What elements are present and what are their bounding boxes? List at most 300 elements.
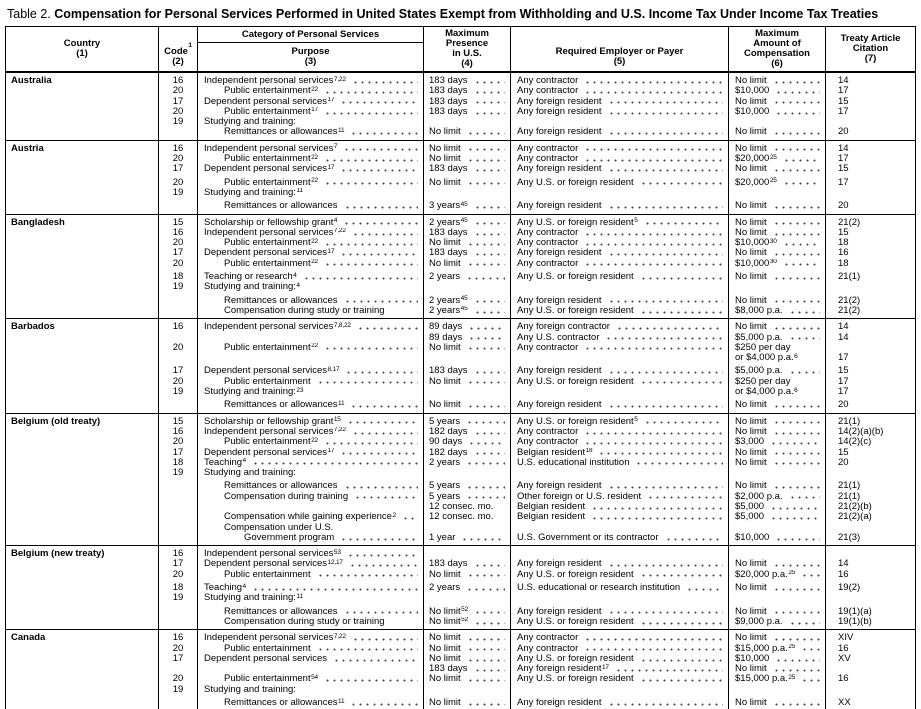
- amount-cell: $250 per day: [729, 377, 826, 387]
- amount-cell: No limit: [729, 458, 826, 468]
- presence-cell: No limit: [424, 154, 511, 164]
- purpose-cell: Public entertainment: [198, 570, 424, 580]
- payer-cell: U.S. educational or research institution: [511, 580, 729, 593]
- presence-cell: [424, 546, 511, 559]
- presence-cell: No limit: [424, 570, 511, 580]
- code-cell: [159, 353, 198, 363]
- citation-cell: 18: [838, 238, 849, 249]
- purpose-cell: Studying and training:: [198, 468, 424, 478]
- citation-cell: [826, 685, 915, 695]
- amount-cell: [729, 593, 826, 603]
- payer-cell: Belgian resident $^{18}$: [511, 448, 729, 458]
- header-purpose: [198, 43, 423, 71]
- purpose-cell: Studying and training: $^{11}$: [198, 188, 424, 198]
- payer-cell: Any foreign contractor: [511, 319, 729, 332]
- payer-cell: [511, 468, 729, 478]
- citation-cell: 21(1): [838, 415, 861, 427]
- purpose-cell: Remittances or allowances $^{11}$: [198, 397, 424, 412]
- presence-cell: [424, 353, 511, 363]
- code-cell: [159, 617, 198, 629]
- payer-cell: Any foreign resident: [511, 397, 729, 412]
- presence-cell: 183 days: [424, 107, 511, 117]
- presence-cell: No limit $^{52}$: [424, 604, 511, 617]
- presence-cell: [424, 282, 511, 292]
- country-block: [6, 73, 915, 140]
- purpose-cell: Teaching $^4$: [198, 458, 424, 468]
- code-cell: 20: [159, 343, 198, 353]
- purpose-cell: Scholarship or fellowship grant $^4$: [198, 215, 424, 228]
- purpose-cell: Remittances or allowances: [198, 478, 424, 491]
- payer-cell: Any contractor: [511, 427, 729, 437]
- presence-cell: No limit $^{52}$: [424, 617, 511, 629]
- citation-cell: 19(2): [838, 582, 861, 594]
- amount-cell: No limit: [729, 248, 826, 258]
- presence-cell: No limit: [424, 377, 511, 387]
- header-country-label: Country: [63, 38, 101, 49]
- country-block: [6, 140, 915, 214]
- code-cell: 15: [159, 414, 198, 427]
- purpose-cell: Public entertainment $^{22}$: [198, 437, 424, 447]
- code-cell: [159, 306, 198, 318]
- country-block: [6, 629, 915, 709]
- payer-cell: Any foreign resident: [511, 198, 729, 213]
- purpose-cell: Dependent personal services $^{12,17}$: [198, 559, 424, 569]
- purpose-cell: Compensation during study or training: [198, 617, 424, 629]
- purpose-cell: Remittances or allowances: [198, 293, 424, 306]
- citation-cell: XX: [838, 697, 851, 709]
- purpose-cell: Studying and training:: [198, 117, 424, 127]
- payer-cell: [511, 387, 729, 397]
- citation-cell: 16: [838, 569, 849, 580]
- purpose-cell: Independent personal services $^{7,22}$: [198, 228, 424, 238]
- amount-cell: No limit: [729, 198, 826, 213]
- presence-cell: 2 years: [424, 269, 511, 282]
- citation-cell: 16: [838, 674, 849, 685]
- payer-cell: Any U.S. or foreign resident: [511, 654, 729, 664]
- citation-cell: 20: [838, 457, 849, 468]
- code-cell: 17: [159, 248, 198, 258]
- country-name: Belgium (new treaty): [6, 546, 159, 629]
- citation-cell: 21(1): [838, 491, 861, 502]
- amount-cell: No limit: [729, 580, 826, 593]
- presence-cell: 183 days: [424, 664, 511, 674]
- code-cell: 17: [159, 559, 198, 569]
- citation-cell: 15: [838, 164, 849, 175]
- presence-cell: No limit: [424, 644, 511, 654]
- presence-cell: [424, 468, 511, 478]
- amount-cell: No limit: [729, 414, 826, 427]
- citation-cell: 16: [838, 248, 849, 259]
- presence-cell: No limit: [424, 141, 511, 154]
- payer-cell: Any contractor: [511, 437, 729, 447]
- payer-cell: Any contractor: [511, 259, 729, 269]
- payer-cell: Any foreign resident $^{17}$: [511, 664, 729, 674]
- citation-cell: 16: [838, 643, 849, 654]
- code-cell: 20: [159, 175, 198, 188]
- amount-cell: [729, 546, 826, 559]
- amount-cell: $5,000: [729, 502, 826, 512]
- citation-cell: [826, 468, 915, 478]
- presence-cell: [424, 685, 511, 695]
- code-cell: 15: [159, 215, 198, 228]
- amount-cell: No limit: [729, 269, 826, 282]
- citation-cell: 21(2)(a): [838, 512, 872, 523]
- citation-cell: 21(2)(b): [838, 501, 872, 512]
- citation-cell: 14: [838, 142, 849, 154]
- payer-cell: Any foreign resident: [511, 604, 729, 617]
- amount-cell: $15,000 p.a. $^{25}$: [729, 644, 826, 654]
- payer-cell: Any contractor: [511, 154, 729, 164]
- code-cell: [159, 293, 198, 306]
- presence-cell: 183 days: [424, 164, 511, 174]
- purpose-cell: Remittances or allowances: [198, 604, 424, 617]
- header-category: Category of Personal Services: [198, 27, 423, 43]
- presence-cell: 90 days: [424, 437, 511, 447]
- purpose-cell: Scholarship or fellowship grant $^{15}$: [198, 414, 424, 427]
- payer-cell: Any contractor: [511, 141, 729, 154]
- presence-cell: [424, 523, 511, 533]
- citation-cell: 21(2): [838, 294, 861, 306]
- table-header: [6, 27, 915, 73]
- purpose-cell: Studying and training:: [198, 685, 424, 695]
- purpose-cell: Dependent personal services $^{17}$: [198, 448, 424, 458]
- presence-cell: 183 days: [424, 86, 511, 96]
- code-cell: [159, 397, 198, 412]
- presence-cell: 89 days: [424, 319, 511, 332]
- payer-cell: Any U.S. or foreign resident $^5$: [511, 414, 729, 427]
- amount-cell: $10,000: [729, 533, 826, 545]
- purpose-cell: Remittances or allowances $^{11}$: [198, 695, 424, 709]
- purpose-cell: Studying and training: $^{11}$: [198, 593, 424, 603]
- amount-cell: $10,000: [729, 654, 826, 664]
- code-cell: 19: [159, 685, 198, 695]
- presence-cell: 183 days: [424, 228, 511, 238]
- purpose-cell: Independent personal services $^{7,22}$: [198, 427, 424, 437]
- code-cell: [159, 604, 198, 617]
- amount-cell: $20,000 $^{25}$: [729, 154, 826, 164]
- amount-cell: No limit: [729, 427, 826, 437]
- amount-cell: $15,000 p.a. $^{25}$: [729, 674, 826, 684]
- purpose-cell: [198, 333, 424, 343]
- country-name: Australia: [6, 73, 159, 140]
- purpose-cell: [198, 502, 424, 512]
- header-code-footnote: 1: [188, 42, 192, 50]
- citation-cell: 17: [838, 387, 849, 398]
- payer-cell: [511, 593, 729, 603]
- payer-cell: Any U.S. or foreign resident: [511, 674, 729, 684]
- amount-cell: [729, 685, 826, 695]
- presence-cell: [424, 188, 511, 198]
- purpose-cell: Public entertainment $^{17}$: [198, 107, 424, 117]
- amount-cell: No limit: [729, 215, 826, 228]
- citation-cell: [826, 664, 915, 674]
- amount-cell: [729, 282, 826, 292]
- payer-cell: Any foreign resident: [511, 695, 729, 709]
- code-cell: [159, 127, 198, 139]
- presence-cell: 5 years: [424, 478, 511, 491]
- header-code: [159, 27, 198, 71]
- presence-cell: 5 years: [424, 492, 511, 502]
- code-cell: 16: [159, 228, 198, 238]
- citation-cell: 21(3): [838, 532, 861, 543]
- code-cell: 20: [159, 86, 198, 96]
- citation-cell: 21(1): [838, 480, 861, 492]
- purpose-cell: Public entertainment: [198, 644, 424, 654]
- payer-cell: Any foreign resident: [511, 559, 729, 569]
- table-number: Table 2.: [7, 7, 51, 21]
- citation-cell: 17: [838, 176, 849, 188]
- payer-cell: Any U.S. or foreign resident: [511, 377, 729, 387]
- purpose-cell: Independent personal services $^{53}$: [198, 546, 424, 559]
- payer-cell: Any contractor: [511, 73, 729, 86]
- payer-cell: [511, 282, 729, 292]
- code-cell: [159, 478, 198, 491]
- amount-cell: No limit: [729, 695, 826, 709]
- citation-cell: 17: [838, 154, 849, 165]
- code-cell: 17: [159, 97, 198, 107]
- amount-cell: No limit: [729, 319, 826, 332]
- amount-cell: $10,000 $^{30}$: [729, 259, 826, 269]
- purpose-cell: Public entertainment $^{54}$: [198, 674, 424, 684]
- payer-cell: Any contractor: [511, 630, 729, 643]
- purpose-cell: [198, 664, 424, 674]
- presence-cell: 12 consec. mo.: [424, 502, 511, 512]
- purpose-cell: Compensation during study or training: [198, 306, 424, 318]
- payer-cell: [511, 546, 729, 559]
- citation-cell: 19(1)(a): [838, 605, 872, 617]
- presence-cell: 183 days: [424, 363, 511, 376]
- country-name: Austria: [6, 141, 159, 214]
- purpose-cell: Compensation under U.S.: [198, 523, 424, 533]
- payer-cell: [511, 188, 729, 198]
- presence-cell: 183 days: [424, 73, 511, 86]
- amount-cell: No limit: [729, 559, 826, 569]
- presence-cell: 182 days: [424, 427, 511, 437]
- amount-cell: or $4,000 p.a. $^6$: [729, 353, 826, 363]
- presence-cell: No limit: [424, 259, 511, 269]
- header-country-num: (1): [76, 48, 88, 59]
- presence-cell: 182 days: [424, 448, 511, 458]
- presence-cell: 183 days: [424, 559, 511, 569]
- payer-cell: Any U.S. or foreign resident: [511, 269, 729, 282]
- amount-cell: [729, 188, 826, 198]
- amount-cell: No limit: [729, 630, 826, 643]
- code-cell: [159, 533, 198, 545]
- citation-cell: XV: [838, 653, 851, 664]
- code-cell: 19: [159, 117, 198, 127]
- citation-cell: 18: [838, 258, 849, 269]
- purpose-cell: Public entertainment $^{22}$: [198, 259, 424, 269]
- payer-cell: [511, 117, 729, 127]
- header-country: [6, 27, 159, 71]
- code-cell: 16: [159, 630, 198, 643]
- country-name: Canada: [6, 630, 159, 709]
- payer-cell: Any contractor: [511, 238, 729, 248]
- code-cell: 17: [159, 363, 198, 376]
- code-cell: 19: [159, 282, 198, 292]
- purpose-cell: Studying and training: $^4$: [198, 282, 424, 292]
- purpose-cell: Compensation during training: [198, 492, 424, 502]
- code-cell: [159, 198, 198, 213]
- payer-cell: U.S. educational institution: [511, 458, 729, 468]
- citation-cell: 19(1)(b): [838, 616, 872, 627]
- citation-cell: 17: [838, 353, 849, 364]
- header-amount: Maximum Amount of Compensation (6): [729, 27, 826, 71]
- amount-cell: No limit: [729, 448, 826, 458]
- amount-cell: $3,000: [729, 437, 826, 447]
- header-purpose-num: (3): [304, 56, 317, 67]
- citation-cell: [826, 188, 915, 198]
- presence-cell: [424, 117, 511, 127]
- code-cell: 16: [159, 319, 198, 332]
- code-cell: 16: [159, 73, 198, 86]
- code-cell: 18: [159, 269, 198, 282]
- presence-cell: No limit: [424, 674, 511, 684]
- amount-cell: No limit: [729, 164, 826, 174]
- purpose-cell: Compensation while gaining experience $^2$: [198, 512, 424, 522]
- code-cell: [159, 502, 198, 512]
- table-title-text: Compensation for Personal Services Performed in United States Exempt from Withholding and U.S. Income Tax Under Income Tax Treaties: [54, 7, 879, 21]
- citation-cell: [826, 523, 915, 533]
- header-code-label: Code: [164, 46, 188, 57]
- purpose-cell: Dependent personal services $^{8,17}$: [198, 363, 424, 376]
- code-cell: [159, 695, 198, 709]
- presence-cell: 2 years $^{45}$: [424, 293, 511, 306]
- amount-cell: $5,000: [729, 512, 826, 522]
- purpose-cell: Teaching $^4$: [198, 580, 424, 593]
- payer-cell: Any foreign resident: [511, 363, 729, 376]
- header-citation: Treaty Article Citation (7): [840, 33, 901, 64]
- amount-cell: $10,000: [729, 107, 826, 117]
- citation-cell: [826, 343, 915, 353]
- purpose-cell: Dependent personal services: [198, 654, 424, 664]
- amount-cell: No limit: [729, 73, 826, 86]
- amount-cell: $250 per day: [729, 343, 826, 353]
- purpose-cell: [198, 353, 424, 363]
- header-purpose-column: [198, 27, 424, 71]
- code-cell: 17: [159, 654, 198, 664]
- citation-cell: 21(1): [838, 271, 861, 283]
- presence-cell: 1 year: [424, 533, 511, 545]
- header-presence: Maximum Presence in U.S. (4): [424, 27, 511, 71]
- payer-cell: Any foreign resident: [511, 478, 729, 491]
- table-body: [6, 73, 915, 709]
- code-cell: 19: [159, 387, 198, 397]
- header-code-num: (2): [172, 56, 184, 67]
- amount-cell: $20,000 $^{25}$: [729, 175, 826, 188]
- amount-cell: $5,000 p.a.: [729, 333, 826, 343]
- payer-cell: [511, 523, 729, 533]
- citation-cell: 14: [838, 559, 849, 570]
- code-cell: 20: [159, 238, 198, 248]
- purpose-cell: Teaching or research $^4$: [198, 269, 424, 282]
- purpose-cell: Government program: [198, 533, 424, 545]
- treaty-table: [5, 26, 916, 709]
- payer-cell: Any contractor: [511, 228, 729, 238]
- purpose-cell: Remittances or allowances: [198, 198, 424, 213]
- country-block: [6, 318, 915, 412]
- payer-cell: Any U.S. or foreign resident: [511, 617, 729, 629]
- code-cell: [159, 333, 198, 343]
- payer-cell: Any contractor: [511, 644, 729, 654]
- presence-cell: No limit: [424, 695, 511, 709]
- citation-cell: 15: [838, 96, 849, 107]
- amount-cell: No limit: [729, 478, 826, 491]
- code-cell: 20: [159, 259, 198, 269]
- payer-cell: Any foreign resident: [511, 127, 729, 139]
- payer-cell: Any foreign resident: [511, 248, 729, 258]
- code-cell: [159, 664, 198, 674]
- amount-cell: No limit: [729, 97, 826, 107]
- code-cell: 20: [159, 154, 198, 164]
- presence-cell: [424, 387, 511, 397]
- payer-cell: Any U.S. or foreign resident: [511, 306, 729, 318]
- payer-cell: Any foreign resident: [511, 107, 729, 117]
- country-block: [6, 545, 915, 629]
- amount-cell: No limit: [729, 228, 826, 238]
- amount-cell: $20,000 p.a. $^{25}$: [729, 570, 826, 580]
- citation-cell: 17: [838, 106, 849, 117]
- code-cell: 19: [159, 188, 198, 198]
- payer-cell: [511, 353, 729, 363]
- purpose-cell: Independent personal services $^{7,22}$: [198, 73, 424, 86]
- purpose-cell: Studying and training: $^{23}$: [198, 387, 424, 397]
- table-title: [0, 0, 921, 26]
- amount-cell: No limit: [729, 141, 826, 154]
- amount-cell: $10,000 $^{30}$: [729, 238, 826, 248]
- code-cell: 16: [159, 546, 198, 559]
- amount-cell: [729, 468, 826, 478]
- country-name: Belgium (old treaty): [6, 414, 159, 546]
- citation-cell: 17: [838, 376, 849, 387]
- purpose-cell: Public entertainment $^{22}$: [198, 175, 424, 188]
- amount-cell: [729, 117, 826, 127]
- presence-cell: No limit: [424, 127, 511, 139]
- header-payer: Required Employer or Payer (5): [511, 27, 729, 71]
- citation-cell: 15: [838, 447, 849, 458]
- citation-cell: 14(2)(c): [838, 437, 872, 448]
- citation-cell: 17: [838, 86, 849, 97]
- amount-cell: $5,000 p.a.: [729, 363, 826, 376]
- code-cell: 16: [159, 427, 198, 437]
- citation-cell: [826, 546, 915, 559]
- presence-cell: 2 years $^{45}$: [424, 306, 511, 318]
- presence-cell: No limit: [424, 397, 511, 412]
- citation-cell: 14(2)(a)(b): [838, 426, 884, 437]
- amount-cell: $2,000 p.a.: [729, 492, 826, 502]
- purpose-cell: Independent personal services $^7$: [198, 141, 424, 154]
- code-cell: 20: [159, 107, 198, 117]
- presence-cell: 5 years: [424, 414, 511, 427]
- presence-cell: [424, 593, 511, 603]
- purpose-cell: Public entertainment $^{22}$: [198, 238, 424, 248]
- country-block: [6, 413, 915, 546]
- payer-cell: [511, 685, 729, 695]
- amount-cell: $8,000 p.a.: [729, 306, 826, 318]
- presence-cell: No limit: [424, 630, 511, 643]
- code-cell: 20: [159, 644, 198, 654]
- presence-cell: 2 years $^{45}$: [424, 215, 511, 228]
- citation-cell: 20: [838, 200, 849, 212]
- amount-cell: [729, 523, 826, 533]
- citation-cell: 21(2): [838, 216, 861, 228]
- payer-cell: Any U.S. contractor: [511, 333, 729, 343]
- citation-cell: 20: [838, 127, 849, 138]
- citation-cell: 14: [838, 75, 849, 86]
- payer-cell: Any contractor: [511, 86, 729, 96]
- presence-cell: 12 consec. mo.: [424, 512, 511, 522]
- amount-cell: No limit: [729, 293, 826, 306]
